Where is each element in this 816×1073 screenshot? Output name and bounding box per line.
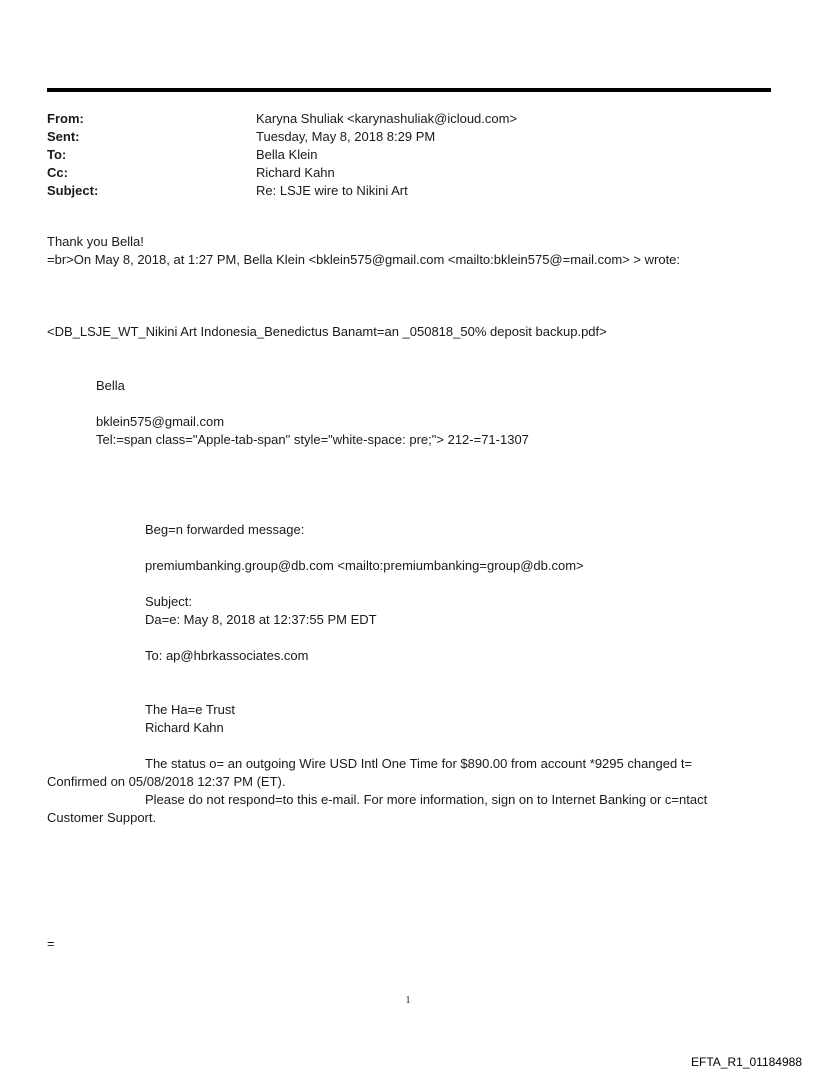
to-row	[47, 146, 517, 164]
quoted-intro-line: =br>On May 8, 2018, at 1:27 PM, Bella Klein <bklein575@gmail.com <mailto:bklein575@=mail.com> > wrote:	[47, 252, 681, 267]
sent-label: Sent:	[47, 129, 80, 144]
trust-name: The Ha=e Trust	[145, 702, 235, 717]
signature-email: bklein575@gmail.com	[96, 414, 225, 429]
forwarded-date: Da=e: May 8, 2018 at 12:37:55 PM EDT	[145, 612, 377, 627]
thanks-line: Thank you Bella!	[47, 234, 144, 249]
from-row	[47, 110, 517, 128]
trailing-equals: =	[47, 936, 55, 951]
cc-row	[47, 164, 517, 182]
from-value: Karyna Shuliak <karynashuliak@icloud.com>	[256, 111, 518, 126]
subject-value: Re: LSJE wire to Nikini Art	[256, 183, 408, 198]
forwarded-to: To: ap@hbrkassociates.com	[145, 648, 309, 663]
attachment-line: <DB_LSJE_WT_Nikini Art Indonesia_Benedictus Banamt=an _050818_50% deposit backup.pdf>	[47, 324, 607, 339]
notice-line-2: Customer Support.	[47, 810, 157, 825]
forwarded-heading: Beg=n forwarded message:	[145, 522, 305, 537]
signature-tel: Tel:=span class="Apple-tab-span" style="white-space: pre;"> 212-=71-1307	[96, 432, 529, 447]
status-line-2: Confirmed on 05/08/2018 12:37 PM (ET).	[47, 774, 286, 789]
cc-label: Cc:	[47, 165, 68, 180]
sent-value: Tuesday, May 8, 2018 8:29 PM	[256, 129, 436, 144]
sent-row	[47, 128, 517, 146]
email-header	[47, 110, 517, 200]
cc-value: Richard Kahn	[256, 165, 335, 180]
notice-line-1: Please do not respond=to this e-mail. For more information, sign on to Internet Banking or c=ntact	[145, 792, 708, 807]
document-id: EFTA_R1_01184988	[691, 1055, 802, 1069]
header-rule	[47, 88, 771, 92]
to-label: To:	[47, 147, 67, 162]
signature-name: Bella	[96, 378, 125, 393]
page-number: 1	[405, 995, 411, 1006]
to-value: Bella Klein	[256, 147, 318, 162]
trust-contact: Richard Kahn	[145, 720, 224, 735]
status-line-1: The status o= an outgoing Wire USD Intl One Time for $890.00 from account *9295 changed t=	[145, 756, 693, 771]
subject-row	[47, 182, 517, 200]
forwarded-subject: Subject:	[145, 594, 192, 609]
from-label: From:	[47, 111, 84, 126]
subject-label: Subject:	[47, 183, 99, 198]
forwarded-from: premiumbanking.group@db.com <mailto:premiumbanking=group@db.com>	[145, 558, 584, 573]
